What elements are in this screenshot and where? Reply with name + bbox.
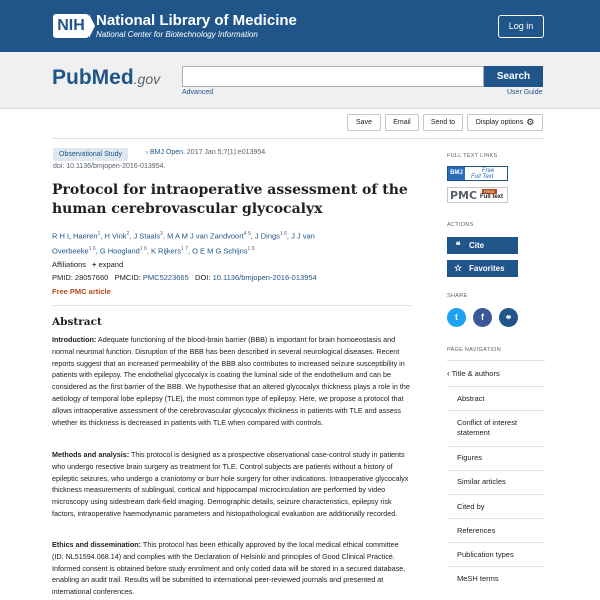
display-options-label: Display options	[475, 119, 524, 126]
doi-label: DOI:	[195, 273, 213, 282]
section-divider	[52, 305, 412, 306]
pmc-full-text-label: Full text	[480, 194, 504, 200]
logo-text: PubMed	[52, 66, 134, 89]
ethics-text: This protocol has been ethically approved by the local medical ethical committee (ID: NL51594.068.14) and complies with the Declaration of Helsinki and principles of Good Clinical Practice. Informed consent is obtained before study enrolment and only coded data will be stored in a secured database, enabling an audit trail. Results will be submitted to international peer-reviewed journals and presented at international conferences.	[52, 540, 406, 597]
nav-item-label: Title & authors	[451, 369, 500, 378]
chevron-right-icon: ›	[146, 150, 148, 156]
cite-label: Cite	[469, 241, 485, 250]
author-link[interactable]: J J van Overbeeke	[52, 231, 315, 255]
pmc-full-text-link[interactable]	[447, 187, 508, 203]
methods-label: Methods and analysis:	[52, 450, 130, 459]
author-link[interactable]: H Vink	[104, 231, 127, 241]
bmj-text-free: Free	[481, 168, 495, 174]
login-button[interactable]: Log in	[498, 15, 544, 38]
affiliations-toggle[interactable]	[52, 260, 123, 269]
page-navigation-heading: PAGE NAVIGATION	[447, 347, 502, 353]
pubmed-logo[interactable]	[52, 66, 160, 90]
nav-title-authors[interactable]	[447, 360, 545, 386]
star-icon: ☆	[453, 263, 463, 273]
author-link[interactable]: M A M J van Zandvoort	[167, 231, 244, 241]
pmcid-link[interactable]: PMC5223665	[142, 273, 189, 282]
nav-abstract[interactable]: Abstract	[447, 386, 545, 410]
expand-label: expand	[98, 260, 124, 269]
author-affil-sup[interactable]: 1 6	[88, 245, 96, 252]
save-button[interactable]: Save	[347, 114, 381, 131]
citation-line	[146, 149, 267, 156]
abstract-introduction	[52, 334, 412, 428]
toolbar-divider	[52, 138, 544, 139]
author-affil-sup[interactable]: 2	[126, 231, 130, 237]
nav-publication-types[interactable]: Publication types	[447, 542, 545, 566]
plus-icon: +	[92, 260, 97, 269]
study-type-tag[interactable]: Observational Study	[53, 148, 128, 161]
journal-link[interactable]: BMJ Open.	[149, 149, 185, 156]
author-affil-sup[interactable]: 4 5	[243, 231, 251, 237]
share-heading: SHARE	[447, 293, 468, 299]
twitter-icon[interactable]: t	[447, 308, 466, 327]
quote-icon: ❝	[455, 240, 461, 250]
pmc-logo: PMC	[450, 189, 478, 202]
free-pmc-badge: Free PMC article	[52, 287, 111, 296]
nav-cited-by[interactable]: Cited by	[447, 494, 545, 518]
affiliations-label: Affiliations	[52, 260, 87, 269]
intro-text: Adequate functioning of the blood-brain barrier (BBB) is important for brain homoeostasis and normal neuronal function. Disruption of the BBB has been described in several neurological diseases. Recent reports suggest that an increased permeability of the BBB also contributes to increased seizure susceptibility in patients with epilepsy. The endothelial glycocalyx is coating the luminal side of the endothelium and can be considered as the first barrier of the BBB. We hypothesise that an altered glycocalyx thickness plays a role in the aetiology of temporal lobe epilepsy (TLE), the most common type of epilepsy. Here, we propose a protocol that allows intraoperative assessment of the cerebrovascular glycocalyx thickness in patients with TLE and assess whether its thickness is decreased in patients with TLE when compared with controls.	[52, 335, 410, 427]
nav-mesh-terms[interactable]: MeSH terms	[447, 566, 545, 590]
citation-text: 2017 Jan 5;7(1):e013954.	[184, 149, 268, 156]
favorites-button[interactable]	[447, 260, 518, 277]
bmj-link-text	[471, 168, 505, 180]
author-link[interactable]: K Rijkers	[150, 246, 181, 255]
gear-icon: ⚙	[526, 117, 535, 127]
ethics-label: Ethics and dissemination:	[52, 540, 142, 549]
bmj-full-text-link[interactable]	[447, 166, 508, 181]
author-affil-sup[interactable]: 3	[160, 231, 163, 237]
pmcid-label: PMCID:	[114, 273, 143, 282]
author-affil-sup[interactable]: 1	[97, 231, 101, 237]
doi-link[interactable]: 10.1136/bmjopen-2016-013954	[212, 273, 317, 282]
abstract-methods	[52, 449, 412, 520]
user-guide-link[interactable]: User Guide	[507, 89, 543, 96]
author-affil-sup[interactable]: 1 6	[247, 245, 255, 252]
doi-line: doi: 10.1136/bmjopen-2016-013954.	[53, 163, 166, 170]
pmid: PMID: 28057660	[52, 273, 109, 282]
logo-suffix: .gov	[133, 71, 161, 87]
cite-button[interactable]	[447, 237, 518, 254]
bmj-logo: BMJ	[448, 167, 465, 180]
actions-heading: ACTIONS	[447, 222, 474, 228]
article-title: Protocol for intraoperative assessment of the human cerebrovascular glycocalyx	[52, 182, 408, 217]
author-affil-sup[interactable]: 1 6	[279, 231, 287, 237]
nih-logo[interactable]: NIH	[53, 14, 89, 38]
search-input[interactable]	[182, 66, 484, 87]
chevron-left-icon: ‹	[447, 369, 450, 378]
author-link[interactable]: O E M G Schijns	[192, 246, 248, 255]
author-link[interactable]: G Hoogland	[99, 246, 140, 255]
favorites-label: Favorites	[469, 264, 505, 273]
display-options-button[interactable]	[467, 114, 543, 131]
author-list: R H L Haeren$^1$, H Vink$^2$, J Staals$^3$, M A M J van Zandvoort$^{4 5}$, J Dings$^{1 6}$, J J van Overbeeke$^{1 6}$, G Hoogland$^{1 6}$, K Rijkers$^{1 7}$, O E M G Schijns$^{1 6}$	[52, 231, 315, 255]
org-subtitle: National Center for Biotechnology Information	[96, 30, 258, 39]
org-title[interactable]: National Library of Medicine	[96, 12, 297, 29]
advanced-search-link[interactable]: Advanced	[182, 89, 214, 96]
abstract-ethics	[52, 539, 412, 598]
pmc-free-badge: FREE	[484, 189, 495, 194]
author-link[interactable]: J Staals	[133, 231, 161, 241]
abstract-heading: Abstract	[52, 316, 102, 328]
full-text-links-heading: FULL TEXT LINKS	[447, 153, 498, 159]
permalink-icon[interactable]: ⚭	[499, 308, 518, 327]
nav-figures[interactable]: Figures	[447, 446, 545, 470]
search-button[interactable]: Search	[484, 66, 543, 87]
send-to-button[interactable]: Send to	[423, 114, 463, 131]
bmj-text-full: Full Text	[471, 174, 494, 180]
nav-similar-articles[interactable]: Similar articles	[447, 470, 545, 494]
author-affil-sup[interactable]: 1 7	[180, 245, 188, 252]
nav-conflict-of-interest[interactable]: Conflict of interest statement	[447, 410, 545, 446]
intro-label: Introduction:	[52, 335, 97, 344]
identifiers-line	[52, 273, 317, 282]
author-link[interactable]: J Dings	[254, 231, 280, 241]
email-button[interactable]: Email	[385, 114, 419, 131]
methods-text: This protocol is designed as a prospective observational case-control study in patients who undergo resective brain surgery as treatment for TLE. Control subjects are patients without a history of epileptic seizures, who undergo a craniotomy or burr hole surgery for other indications. Intraoperative glycocalyx thickness measurements of sublingual, cortical and hippocampal microcirculation are performed by video microscopy using sidestream dark-field imaging. Demographic details, seizure characteristics, epilepsy risk factors, intraoperative haemodynamic parameters and histopathological evaluation are additionally recorded.	[52, 450, 409, 518]
facebook-icon[interactable]: f	[473, 308, 492, 327]
author-affil-sup[interactable]: 1 6	[139, 245, 147, 252]
author-link[interactable]: R H L Haeren	[52, 231, 98, 241]
nav-references[interactable]: References	[447, 518, 545, 542]
